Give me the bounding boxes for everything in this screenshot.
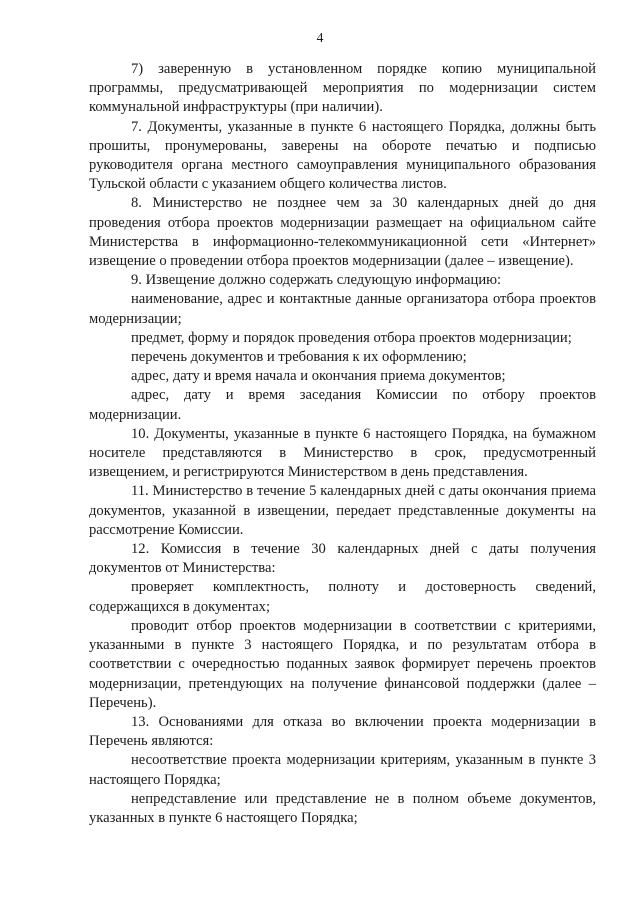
- paragraph: 9. Извещение должно содержать следующую информацию:: [131, 272, 502, 289]
- paragraph: 7. Документы, указанные в пункте 6 настоящего Порядка, должны быть прошиты, пронумерованы, заверены на обороте печатью и подписью руководителя органа местного самоуправления муниципального образования Тульской области с указанием общего количества листов.: [89, 118, 596, 193]
- paragraph: проверяет комплектность, полноту и достоверность сведений, содержащихся в документах;: [89, 579, 596, 615]
- page-number: 4: [316, 30, 324, 45]
- paragraph: 12. Комиссия в течение 30 календарных дней с даты получения документов от Министерства:: [89, 541, 596, 577]
- paragraph: адрес, дату и время заседания Комиссии по отбору проектов модернизации.: [89, 387, 596, 423]
- paragraph: непредставление или представление не в полном объеме документов, указанных в пункте 6 настоящего Порядка;: [89, 790, 596, 826]
- paragraph: 11. Министерство в течение 5 календарных дней с даты окончания приема документов, указанной в извещении, передает представленные документы на рассмотрение Комиссии.: [89, 483, 596, 538]
- paragraph: наименование, адрес и контактные данные организатора отбора проектов модернизации;: [89, 291, 596, 327]
- paragraph: 13. Основаниями для отказа во включении проекта модернизации в Перечень являются:: [89, 713, 596, 750]
- paragraph: несоответствие проекта модернизации критериям, указанным в пункте 3 настоящего Порядка;: [89, 752, 596, 788]
- paragraph: проводит отбор проектов модернизации в соответствии с критериями, указанными в пункте 3 настоящего Порядка, и по результатам отбора в соответствии с очередностью поданных заявок формирует перечень проектов модернизации, претендующих на получение финансовой поддержки (далее – Перечень).: [89, 617, 596, 711]
- document-body: [89, 60, 596, 828]
- paragraph: адрес, дату и время начала и окончания приема документов;: [131, 368, 506, 385]
- paragraph: 10. Документы, указанные в пункте 6 настоящего Порядка, на бумажном носителе представляются в Министерство в срок, предусмотренный извещением, и регистрируются Министерством в день представления.: [89, 425, 596, 481]
- paragraph: предмет, форму и порядок проведения отбора проектов модернизации;: [131, 329, 572, 346]
- paragraph: 8. Министерство не позднее чем за 30 календарных дней до дня проведения отбора проектов модернизации размещает на официальном сайте Министерства в информационно-телекоммуникационной сети «Интернет» извещение о проведении отбора проектов модернизации (далее – извещение).: [89, 195, 596, 270]
- paragraph: 7) заверенную в установленном порядке копию муниципальной программы, предусматривающей мероприятия по модернизации систем коммунальной инфраструктуры (при наличии).: [89, 61, 596, 116]
- paragraph: перечень документов и требования к их оформлению;: [131, 349, 467, 366]
